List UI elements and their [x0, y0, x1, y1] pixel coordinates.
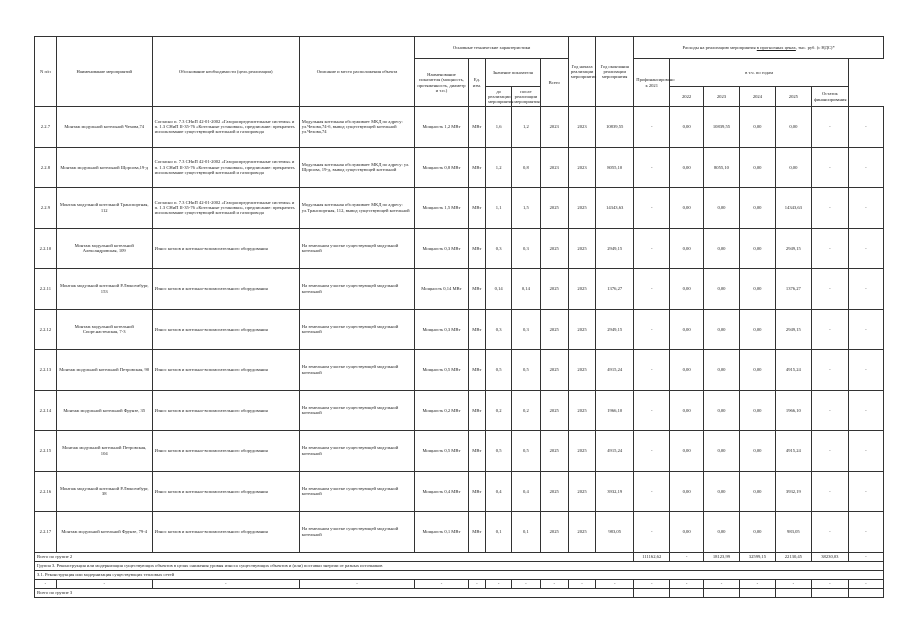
row-param: Мощность 0,3 МВт	[415, 228, 468, 269]
row-total: 1376,27	[596, 269, 634, 310]
row-financed: -	[634, 107, 670, 148]
header-year-end: Год окончания реализации мероприятия	[596, 37, 634, 107]
row-unit: МВт	[468, 431, 485, 472]
table-row	[35, 431, 884, 472]
row-year-start: 2025	[540, 309, 568, 350]
row-2025: 1966,10	[775, 390, 811, 431]
dash-cell: -	[739, 579, 775, 588]
row-total: 2949,15	[596, 228, 634, 269]
row-2024: 0,00	[739, 107, 775, 148]
row-2023: 0,00	[703, 188, 739, 229]
row-total: 983,05	[596, 512, 634, 553]
group3-title-row	[35, 561, 884, 570]
row-location: Модульная котельная обслуживает МКД по адресу: ул.Транспортная, 112, вывод существующей котельной	[299, 188, 415, 229]
row-num: 2.2.15	[35, 431, 57, 472]
row-before: 0,1	[486, 512, 512, 553]
row-2024: 0,00	[739, 431, 775, 472]
row-account: -	[848, 512, 883, 553]
row-total: 8055,10	[596, 147, 634, 188]
row-justification: Износ котлов и котельно-вспомогательного оборудования	[152, 269, 299, 310]
row-remaining: -	[811, 512, 848, 553]
group2-total-row	[35, 552, 884, 561]
header-costs-prefix: Расходы на реализацию мероприятия	[682, 44, 757, 50]
group2-total-2023: 32599,15	[739, 552, 775, 561]
group2-total-2024: 22130,45	[775, 552, 811, 561]
header-location: Описание и место расположения объекта	[299, 37, 415, 107]
row-num: 2.2.8	[35, 147, 57, 188]
row-financed: -	[634, 512, 670, 553]
group2-total-rem: -	[848, 552, 883, 561]
row-2022: 0,00	[670, 512, 704, 553]
row-financed: -	[634, 350, 670, 391]
dash-cell: -	[848, 579, 883, 588]
row-account: -	[848, 228, 883, 269]
row-unit: МВт	[468, 107, 485, 148]
group2-total-label: Всего по группе 2	[35, 552, 634, 561]
investment-table	[34, 36, 884, 598]
row-location: На земельном участке существующей модульной котельной	[299, 228, 415, 269]
table-row	[35, 147, 884, 188]
row-total: 1966,10	[596, 390, 634, 431]
dash-cell: -	[670, 579, 704, 588]
dash-cell: -	[299, 579, 415, 588]
header-name: Наименование мероприятий	[56, 37, 152, 107]
row-account: -	[848, 188, 883, 229]
row-justification: Согласно п. 7.3 СНиП 42-01-2002 «Газораспределительные системы» и п. 1.3 СНиП II-35-76 «Котельные установки», предписание: прекратить использование существующей котельной и газопровода	[152, 107, 299, 148]
row-justification: Согласно п. 7.3 СНиП 42-01-2002 «Газораспределительные системы» и п. 1.3 СНиП II-35-76 «Котельные установки», предписание: прекратить использование существующей котельной и газопровода	[152, 188, 299, 229]
row-year-end: 2025	[568, 471, 595, 512]
table-row	[35, 269, 884, 310]
row-before: 0,5	[486, 431, 512, 472]
header-justification: Обоснование необходимости (цель реализации)	[152, 37, 299, 107]
row-name: Монтаж модульной котельной Спорт.настенская, 7-3	[56, 309, 152, 350]
row-location: На земельном участке существующей модульной котельной	[299, 512, 415, 553]
row-2025: 3932,19	[775, 471, 811, 512]
row-param: Мощность 0,14 МВт	[415, 269, 468, 310]
row-justification: Согласно п. 7.3 СНиП 42-01-2002 «Газораспределительные системы» и п. 1.3 СНиП II-35-76 «Котельные установки», предписание: прекратить использование существующей котельной и газопровода	[152, 147, 299, 188]
row-param: Мощность 0,4 МВт	[415, 471, 468, 512]
sub31-title-row	[35, 570, 884, 579]
header-total: Всего	[540, 59, 568, 107]
dash-cell: -	[512, 579, 540, 588]
row-remaining: -	[811, 431, 848, 472]
row-remaining: -	[811, 309, 848, 350]
header-after: после реализации мероприятия	[512, 87, 540, 107]
row-before: 0,5	[486, 350, 512, 391]
row-num: 2.2.7	[35, 107, 57, 148]
dash-cell: -	[540, 579, 568, 588]
row-2025: 983,05	[775, 512, 811, 553]
row-year-end: 2025	[568, 431, 595, 472]
row-2023: 0,00	[703, 431, 739, 472]
row-2025: 4915,24	[775, 431, 811, 472]
row-location: Модульная котельная обслуживает МКД по адресу: ул. Щорсова, 19-д, вывод существующей котельной	[299, 147, 415, 188]
row-account: -	[848, 107, 883, 148]
header-2024: 2024	[739, 87, 775, 107]
row-after: 0,4	[512, 471, 540, 512]
row-2025: 0,00	[775, 107, 811, 148]
group3-total-label: Всего по группе 3	[35, 588, 634, 597]
row-name: Монтаж модульной котельной Чехова,74	[56, 107, 152, 148]
header-unit: Ед. изм.	[468, 59, 485, 107]
group3-total-cell	[811, 588, 848, 597]
table-row	[35, 188, 884, 229]
group3-total-cell	[775, 588, 811, 597]
row-2022: 0,00	[670, 471, 704, 512]
header-financed: Профинансировано к 2021	[634, 59, 670, 107]
row-remaining: -	[811, 107, 848, 148]
row-account: -	[848, 269, 883, 310]
row-name: Монтаж модульной котельной Щорсова,19-д	[56, 147, 152, 188]
table-row	[35, 512, 884, 553]
row-num: 2.2.14	[35, 390, 57, 431]
row-2024: 0,00	[739, 350, 775, 391]
row-num: 2.2.9	[35, 188, 57, 229]
row-2024: 0,00	[739, 390, 775, 431]
row-year-start: 2025	[540, 431, 568, 472]
row-2022: 0,00	[670, 107, 704, 148]
row-2022: 0,00	[670, 350, 704, 391]
row-financed: -	[634, 431, 670, 472]
row-after: 0,1	[512, 512, 540, 553]
row-financed: -	[634, 188, 670, 229]
row-account: -	[848, 390, 883, 431]
dash-cell: -	[703, 579, 739, 588]
group3-total-cell	[703, 588, 739, 597]
row-name: Монтаж модульной котельной Фрунзе, 79-4	[56, 512, 152, 553]
row-location: На земельном участке существующей модульной котельной	[299, 309, 415, 350]
row-justification: Износ котлов и котельно-вспомогательного оборудования	[152, 390, 299, 431]
row-2022: 0,00	[670, 309, 704, 350]
row-2023: 0,00	[703, 471, 739, 512]
row-account: -	[848, 471, 883, 512]
row-2022: 0,00	[670, 147, 704, 188]
group2-total-2025: 38230,03	[811, 552, 848, 561]
table-row	[35, 471, 884, 512]
row-2024: 0,00	[739, 269, 775, 310]
row-name: Монтаж модульной котельной Фрунзе, 35	[56, 390, 152, 431]
row-2025: 2949,15	[775, 309, 811, 350]
group3-total-cell	[739, 588, 775, 597]
header-year-start: Год начала реализации мероприятия	[568, 37, 595, 107]
row-unit: МВт	[468, 512, 485, 553]
row-unit: МВт	[468, 269, 485, 310]
row-after: 1,2	[512, 107, 540, 148]
row-param: Мощность 1,5 МВт	[415, 188, 468, 229]
row-after: 0,3	[512, 228, 540, 269]
row-param: Мощность 0,1 МВт	[415, 512, 468, 553]
row-unit: МВт	[468, 147, 485, 188]
row-year-end: 2025	[568, 269, 595, 310]
row-total: 4915,24	[596, 431, 634, 472]
row-num: 2.2.10	[35, 228, 57, 269]
row-account: -	[848, 309, 883, 350]
row-unit: МВт	[468, 309, 485, 350]
row-total: 2949,15	[596, 309, 634, 350]
row-2023: 0,00	[703, 309, 739, 350]
dash-cell: -	[634, 579, 670, 588]
row-financed: -	[634, 147, 670, 188]
row-2025: 0,00	[775, 147, 811, 188]
dash-cell: -	[775, 579, 811, 588]
header-before: до реализации мероприятия	[486, 87, 512, 107]
row-account: -	[848, 431, 883, 472]
row-2023: 0,00	[703, 512, 739, 553]
row-after: 0,5	[512, 350, 540, 391]
row-2025: 14343,63	[775, 188, 811, 229]
row-justification: Износ котлов и котельно-вспомогательного оборудования	[152, 228, 299, 269]
row-year-end: 2025	[568, 188, 595, 229]
dash-cell: -	[35, 579, 57, 588]
row-justification: Износ котлов и котельно-вспомогательного оборудования	[152, 512, 299, 553]
row-param: Мощность 0,5 МВт	[415, 350, 468, 391]
row-num: 2.2.11	[35, 269, 57, 310]
row-2025: 2949,15	[775, 228, 811, 269]
row-before: 1,1	[486, 188, 512, 229]
row-num: 2.2.17	[35, 512, 57, 553]
row-unit: МВт	[468, 350, 485, 391]
row-num: 2.2.13	[35, 350, 57, 391]
header-costs	[634, 37, 884, 59]
row-year-end: 2023	[568, 147, 595, 188]
row-2024: 0,00	[739, 471, 775, 512]
row-remaining: -	[811, 390, 848, 431]
dash-row	[35, 579, 884, 588]
row-unit: МВт	[468, 188, 485, 229]
row-name: Монтаж модульной котельной Петровская, 104	[56, 431, 152, 472]
row-2024: 0,00	[739, 512, 775, 553]
row-year-start: 2025	[540, 188, 568, 229]
row-remaining: -	[811, 188, 848, 229]
row-financed: -	[634, 390, 670, 431]
row-total: 10839,55	[596, 107, 634, 148]
row-2023: 0,00	[703, 228, 739, 269]
row-year-start: 2025	[540, 228, 568, 269]
row-param: Мощность 0,5 МВт	[415, 431, 468, 472]
row-before: 0,14	[486, 269, 512, 310]
row-year-end: 2025	[568, 228, 595, 269]
row-account: -	[848, 350, 883, 391]
row-2024: 0,00	[739, 188, 775, 229]
row-param: Мощность 1,2 МВт	[415, 107, 468, 148]
row-name: Монтаж модульной котельной Александровская, 109	[56, 228, 152, 269]
row-year-start: 2023	[540, 107, 568, 148]
header-2022: 2022	[670, 87, 704, 107]
row-year-start: 2025	[540, 471, 568, 512]
row-unit: МВт	[468, 471, 485, 512]
group2-total-fin: -	[670, 552, 704, 561]
row-2023: 0,00	[703, 350, 739, 391]
row-justification: Износ котлов и котельно-вспомогательного оборудования	[152, 350, 299, 391]
table-footer	[35, 552, 884, 597]
dash-cell: -	[596, 579, 634, 588]
row-year-start: 2025	[540, 350, 568, 391]
row-2022: 0,00	[670, 228, 704, 269]
row-after: 0,5	[512, 431, 540, 472]
dash-cell: -	[811, 579, 848, 588]
row-after: 1,5	[512, 188, 540, 229]
row-num: 2.2.12	[35, 309, 57, 350]
group2-total-2022: 18123,99	[703, 552, 739, 561]
row-2022: 0,00	[670, 431, 704, 472]
row-year-start: 2025	[540, 269, 568, 310]
table-body	[35, 107, 884, 553]
row-before: 0,3	[486, 228, 512, 269]
row-financed: -	[634, 269, 670, 310]
row-year-start: 2025	[540, 512, 568, 553]
row-name: Монтаж модульной котельной Петровская, 90	[56, 350, 152, 391]
row-after: 0,3	[512, 309, 540, 350]
row-2024: 0,00	[739, 309, 775, 350]
header-costs-suffix: , тыс. руб. (с НДС)*	[795, 44, 835, 50]
dash-cell: -	[415, 579, 468, 588]
row-unit: МВт	[468, 228, 485, 269]
group3-total-row	[35, 588, 884, 597]
row-remaining: -	[811, 147, 848, 188]
row-2022: 0,00	[670, 188, 704, 229]
row-remaining: -	[811, 471, 848, 512]
row-param: Мощность 0,8 МВт	[415, 147, 468, 188]
row-name: Монтаж модульной котельной Транспортная, 112	[56, 188, 152, 229]
row-before: 0,2	[486, 390, 512, 431]
row-2023: 0,00	[703, 390, 739, 431]
row-total: 3932,19	[596, 471, 634, 512]
row-param: Мощность 0,2 МВт	[415, 390, 468, 431]
header-tech-group: Основные технические характеристики	[415, 37, 569, 59]
row-unit: МВт	[468, 390, 485, 431]
row-before: 0,3	[486, 309, 512, 350]
row-location: На земельном участке существующей модульной котельной	[299, 269, 415, 310]
row-total: 4915,24	[596, 350, 634, 391]
header-values-group: Значение показателя	[486, 59, 540, 87]
row-year-end: 2023	[568, 107, 595, 148]
row-2022: 0,00	[670, 269, 704, 310]
group3-title: Группа 3. Реконструкция или модернизация существующих объектов в целях снижения уровня износа существующих объектов и (или) поставки энергии от разных источников	[35, 561, 884, 570]
group3-total-cell	[670, 588, 704, 597]
row-2024: 0,00	[739, 228, 775, 269]
row-remaining: -	[811, 269, 848, 310]
row-account: -	[848, 147, 883, 188]
dash-cell: -	[152, 579, 299, 588]
dash-cell: -	[468, 579, 485, 588]
row-2025: 1376,27	[775, 269, 811, 310]
header-costs-underlined: в прогнозных ценах	[756, 44, 796, 50]
table-row	[35, 390, 884, 431]
row-before: 1,2	[486, 147, 512, 188]
row-financed: -	[634, 471, 670, 512]
table-row	[35, 350, 884, 391]
row-remaining: -	[811, 228, 848, 269]
row-name: Монтаж модульной котельной Р.Люксембург, 153	[56, 269, 152, 310]
row-location: Модульная котельная обслуживает МКД по адресу: ул.Чехова,74-б, вывод существующей котельной ул.Чехова,74	[299, 107, 415, 148]
table-row	[35, 309, 884, 350]
row-2024: 0,00	[739, 147, 775, 188]
row-location: На земельном участке существующей модульной котельной	[299, 431, 415, 472]
row-location: На земельном участке существующей модульной котельной	[299, 350, 415, 391]
sub31-title: 3.1. Реконструкция или модернизация существующих тепловых сетей	[35, 570, 884, 579]
row-before: 0,4	[486, 471, 512, 512]
row-year-end: 2025	[568, 390, 595, 431]
row-2025: 4915,24	[775, 350, 811, 391]
row-year-end: 2025	[568, 512, 595, 553]
dash-cell: -	[568, 579, 595, 588]
row-justification: Износ котлов и котельно-вспомогательного оборудования	[152, 471, 299, 512]
header-remaining: Остаток финансирования	[811, 87, 848, 107]
header-num: N п/п	[35, 37, 57, 107]
row-name: Монтаж модульной котельной Р.Люксембург, 38	[56, 471, 152, 512]
header-tech-param: Наименование показателя (мощность, протяженность, диаметр и т.п.)	[415, 59, 468, 107]
row-2023: 10839,55	[703, 107, 739, 148]
row-year-start: 2025	[540, 390, 568, 431]
row-total: 14343,63	[596, 188, 634, 229]
row-after: 0,14	[512, 269, 540, 310]
row-location: На земельном участке существующей модульной котельной	[299, 471, 415, 512]
row-param: Мощность 0,3 МВт	[415, 309, 468, 350]
row-remaining: -	[811, 350, 848, 391]
row-2023: 0,00	[703, 269, 739, 310]
row-financed: -	[634, 228, 670, 269]
row-year-end: 2025	[568, 309, 595, 350]
row-location: На земельном участке существующей модульной котельной	[299, 390, 415, 431]
row-justification: Износ котлов и котельно-вспомогательного оборудования	[152, 309, 299, 350]
row-before: 1,6	[486, 107, 512, 148]
group3-total-cell	[634, 588, 670, 597]
table-row	[35, 107, 884, 148]
table-row	[35, 228, 884, 269]
row-num: 2.2.16	[35, 471, 57, 512]
dash-cell: -	[56, 579, 152, 588]
header-2023: 2023	[703, 87, 739, 107]
row-financed: -	[634, 309, 670, 350]
row-after: 0,8	[512, 147, 540, 188]
row-after: 0,2	[512, 390, 540, 431]
header-incl: в т.ч. по годам	[670, 59, 849, 87]
group2-total-sum: 111162,62	[634, 552, 670, 561]
dash-cell: -	[486, 579, 512, 588]
group3-total-cell	[848, 588, 883, 597]
row-year-end: 2025	[568, 350, 595, 391]
row-justification: Износ котлов и котельно-вспомогательного оборудования	[152, 431, 299, 472]
header-2025: 2025	[775, 87, 811, 107]
row-2023: 8055,10	[703, 147, 739, 188]
row-2022: 0,00	[670, 390, 704, 431]
row-year-start: 2023	[540, 147, 568, 188]
